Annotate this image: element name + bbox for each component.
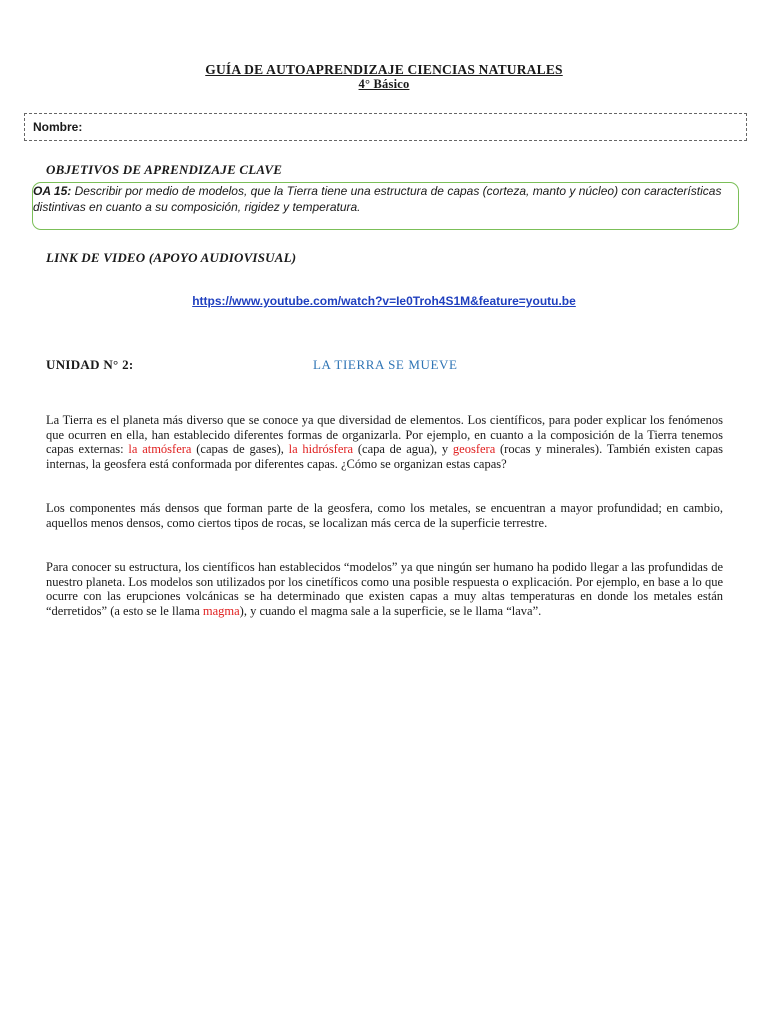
p1-text-d: (rocas y minerales). También existen capas internas, la geosfera está conformada por diferentes capas. ¿Cómo se organizan estas capas?: [46, 442, 723, 471]
paragraph-1: [46, 413, 723, 471]
p1-text-b: (capas de gases),: [191, 442, 289, 457]
p1-text-a: La Tierra es el planeta más diverso que se conoce ya que diversidad de elementos. Los científicos, para poder explicar los fenómenos que ocurren en ella, han establecido diferentes formas de organizarla. Por ejemplo, en cuanto a la composición de la Tierra tenemos capas externas:: [46, 413, 723, 457]
grade-subtitle: 4° Básico: [358, 77, 410, 91]
objective-text: Describir por medio de modelos, que la Tierra tiene una estructura de capas (corteza, manto y núcleo) con características distintivas en cuanto a su composición, rigidez y temperatura.: [33, 184, 722, 214]
name-field[interactable]: [24, 113, 747, 141]
objectives-heading: OBJETIVOS DE APRENDIZAJE CLAVE: [46, 162, 283, 177]
unit-label: UNIDAD N° 2:: [46, 357, 134, 372]
term-atmosfera: la atmósfera: [128, 442, 192, 457]
term-hidrosfera: la hidrósfera: [288, 442, 354, 457]
document-title: GUÍA DE AUTOAPRENDIZAJE CIENCIAS NATURALES: [205, 62, 563, 77]
unit-title: LA TIERRA SE MUEVE: [313, 357, 458, 372]
video-link[interactable]: https://www.youtube.com/watch?v=Ie0Troh4S1M&feature=youtu.be: [192, 294, 576, 308]
name-label: Nombre:: [33, 120, 83, 134]
objective-code: OA 15:: [33, 184, 72, 198]
term-geosfera: geosfera: [452, 442, 496, 457]
video-heading: LINK DE VIDEO (APOYO AUDIOVISUAL): [46, 250, 297, 265]
p3-text-b: ), y cuando el magma sale a la superficie, se le llama “lava”.: [239, 603, 542, 618]
paragraph-2: Los componentes más densos que forman parte de la geosfera, como los metales, se encuentran a mayor profundidad; en cambio, aquellos menos densos, como ciertos tipos de rocas, se localizan más cerca de la superficie terrestre.: [46, 501, 723, 530]
p3-text-a: Para conocer su estructura, los científicos han establecidos “modelos” ya que ningún ser humano ha podido llegar a las profundidas de nuestro planeta. Los modelos son utilizados por los cinetíficos como una posible respuesta o explicación. Por ejemplo, en base a lo que ocurre con las erupciones volcánicas se ha determinado que existen capas a muy altas temperaturas en donde los metales están “derretidos” (a esto se le llama: [46, 560, 723, 618]
paragraph-3: [46, 560, 723, 618]
objectives-box: [32, 182, 739, 230]
p1-text-c: (capa de agua), y: [353, 442, 453, 457]
term-magma: magma: [202, 603, 240, 618]
